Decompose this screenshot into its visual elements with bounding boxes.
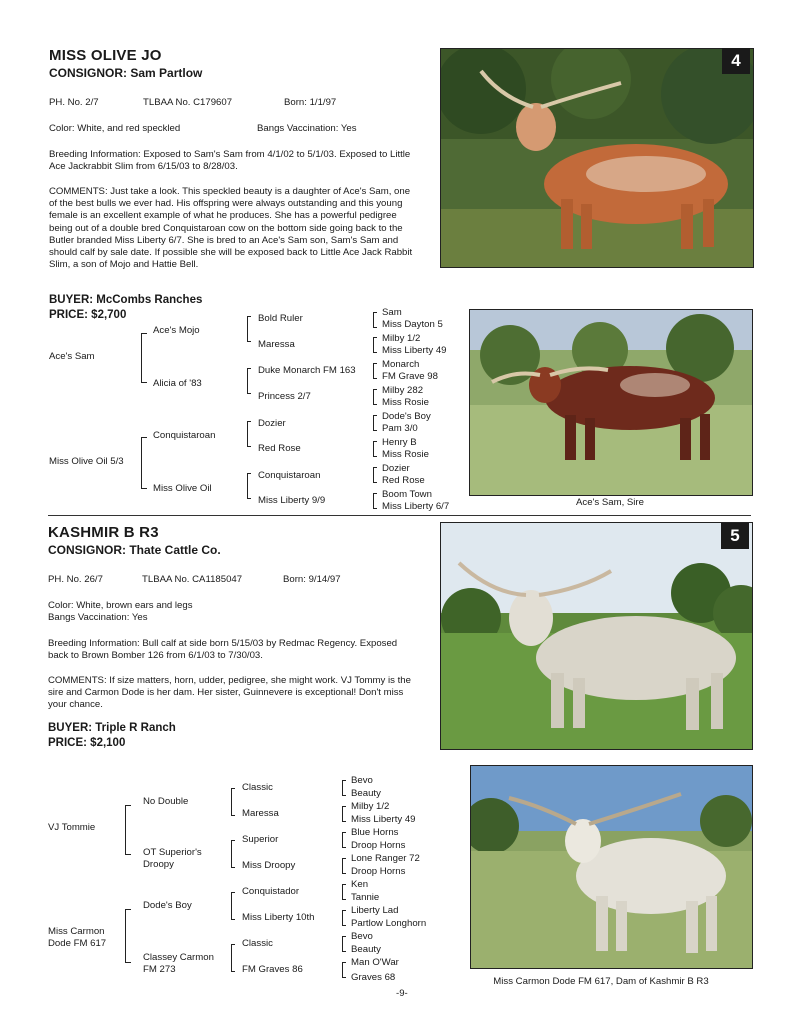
pedigree-bracket <box>141 437 147 489</box>
lot5-comments: COMMENTS: If size matters, horn, udder, pedigree, she might work. VJ Tommy is the sire and Carmon Dode is her dam. Her sister, Guinnevere is exceptional! Don't miss your chance. <box>48 675 411 711</box>
page-number: -9- <box>396 988 408 999</box>
lot5-breeding: Breeding Information: Bull calf at side born 5/15/03 by Redmac Regency. Exposed back to Brown Bomber 126 from 6/1/03 to 7/30/03. <box>48 638 398 662</box>
lot4-cow-photo <box>440 48 754 268</box>
pedigree-dam: Miss Carmon Dode FM 617 <box>48 926 107 949</box>
pedigree-g3: FM Graves 86 <box>242 964 303 975</box>
pedigree-g2: No Double <box>143 796 189 807</box>
lot4-breeding: Breeding Information: Exposed to Sam's Sam from 4/1/02 to 5/1/03. Exposed to Little Ace Jackrabbit Slim from 6/15/03 to 8/28/03. <box>49 149 411 173</box>
lot5-price: PRICE: $2,100 <box>48 737 126 749</box>
pedigree-g4: Ken <box>351 879 369 890</box>
pedigree-g3: Classic <box>242 782 273 793</box>
pedigree-dam: Miss Olive Oil 5/3 <box>49 456 124 467</box>
pedigree-g4: Miss Liberty 49 <box>351 814 416 825</box>
pedigree-g4: Graves 68 <box>351 972 396 983</box>
pedigree-bracket <box>342 806 346 822</box>
pedigree-g4: Miss Liberty 49 <box>382 345 447 356</box>
pedigree-bracket <box>373 441 377 457</box>
pedigree-g4: Man O'War <box>351 957 399 968</box>
lot4-buyer: BUYER: McCombs Ranches <box>49 294 203 306</box>
pedigree-g4: FM Grave 98 <box>382 371 438 382</box>
pedigree-g4: Blue Horns <box>351 827 399 838</box>
pedigree-g4: Droop Horns <box>351 866 406 877</box>
pedigree-bracket <box>342 832 346 848</box>
lot4-bangs: Bangs Vaccination: Yes <box>257 123 357 134</box>
pedigree-bracket <box>247 421 251 447</box>
lot4-color: Color: White, and red speckled <box>49 123 181 134</box>
lot5-born: Born: 9/14/97 <box>283 574 341 585</box>
lot5-tlbaa-no: TLBAA No. CA1185047 <box>142 574 243 585</box>
lot5-title: KASHMIR B R3 <box>48 524 159 541</box>
pedigree-bracket <box>231 788 235 816</box>
pedigree-g4: Miss Dayton 5 <box>382 319 443 330</box>
pedigree-bracket <box>247 368 251 394</box>
pedigree-g3: Conquistador <box>242 886 300 897</box>
pedigree-g4: Sam <box>382 307 402 318</box>
pedigree-bracket <box>373 415 377 431</box>
pedigree-g3: Dozier <box>258 418 286 429</box>
lot4-lot-number: 4 <box>722 48 750 74</box>
lot4-sire-caption: Ace's Sam, Sire <box>576 497 644 508</box>
pedigree-g4: Liberty Lad <box>351 905 399 916</box>
pedigree-bracket <box>125 805 131 855</box>
pedigree-g4: Beauty <box>351 788 381 799</box>
pedigree-g4: Bevo <box>351 775 373 786</box>
pedigree-sire: VJ Tommie <box>48 822 96 833</box>
pedigree-g2: OT Superior's Droopy <box>143 847 202 870</box>
pedigree-g4: Beauty <box>351 944 381 955</box>
lot4-price: PRICE: $2,700 <box>49 309 127 321</box>
lot5-buyer: BUYER: Triple R Ranch <box>48 722 176 734</box>
pedigree-g3: Conquistaroan <box>258 470 321 481</box>
pedigree-g2: Alicia of '83 <box>153 378 202 389</box>
pedigree-g4: Miss Liberty 6/7 <box>382 501 450 512</box>
pedigree-g2: Conquistaroan <box>153 430 216 441</box>
pedigree-g3: Maressa <box>242 808 279 819</box>
lot5-dam-caption: Miss Carmon Dode FM 617, Dam of Kashmir B R3 <box>493 976 709 987</box>
pedigree-g4: Milby 1/2 <box>382 333 421 344</box>
pedigree-g4: Lone Ranger 72 <box>351 853 420 864</box>
pedigree-bracket <box>373 363 377 379</box>
lot4-tlbaa-no: TLBAA No. C179607 <box>143 97 233 108</box>
pedigree-bracket <box>231 892 235 920</box>
lot4-ph-no: PH. No. 2/7 <box>49 97 99 108</box>
pedigree-g2: Dode's Boy <box>143 900 192 911</box>
pedigree-g4: Dode's Boy <box>382 411 431 422</box>
pedigree-g3: Superior <box>242 834 279 845</box>
pedigree-g4: Dozier <box>382 463 410 474</box>
pedigree-bracket <box>342 910 346 926</box>
lot5-lot-number: 5 <box>721 523 749 549</box>
pedigree-g4: Tannie <box>351 892 380 903</box>
pedigree-bracket <box>342 884 346 900</box>
pedigree-g3: Miss Liberty 9/9 <box>258 495 326 506</box>
pedigree-bracket <box>342 962 346 978</box>
pedigree-g4: Partlow Longhorn <box>351 918 427 929</box>
pedigree-bracket <box>342 780 346 796</box>
section-divider <box>48 515 751 516</box>
lot5-dam-photo <box>470 765 753 969</box>
pedigree-bracket <box>342 936 346 952</box>
pedigree-bracket <box>125 909 131 963</box>
lot5-color: Color: White, brown ears and legs <box>48 600 193 611</box>
pedigree-g4: Bevo <box>351 931 373 942</box>
pedigree-bracket <box>342 858 346 874</box>
pedigree-g2: Classey Carmon FM 273 <box>143 952 214 975</box>
lot5-cow-photo <box>440 522 753 750</box>
pedigree-g3: Duke Monarch FM 163 <box>258 365 356 376</box>
lot4-consignor: CONSIGNOR: Sam Partlow <box>49 66 203 80</box>
lot5-consignor: CONSIGNOR: Thate Cattle Co. <box>48 543 221 557</box>
pedigree-bracket <box>141 333 147 383</box>
pedigree-g2: Ace's Mojo <box>153 325 200 336</box>
pedigree-g3: Maressa <box>258 339 295 350</box>
pedigree-bracket <box>231 840 235 868</box>
pedigree-sire: Ace's Sam <box>49 351 95 362</box>
lot4-comments: COMMENTS: Just take a look. This speckled beauty is a daughter of Ace's Sam, one of the best bulls we ever had. His offspring were always outstanding and this young female is an excellent example of what he produces. She has a powerful pedigree being out of a double bred Conquistaroan cow on the bottom side going back to the Butler branded Miss Liberty 6/7. She is bred to an Ace's Sam son, Sam's Sam and should calf by sale date. If possible she will be exposed back to Little Ace Jack Rabbit Slim, a son of Mojo and Hattie Bell. <box>49 186 413 271</box>
pedigree-bracket <box>373 312 377 328</box>
pedigree-bracket <box>231 944 235 972</box>
pedigree-bracket <box>373 337 377 353</box>
lot4-sire-photo <box>469 309 753 496</box>
pedigree-bracket <box>373 467 377 483</box>
pedigree-g3: Miss Droopy <box>242 860 296 871</box>
pedigree-bracket <box>247 316 251 342</box>
pedigree-g4: Milby 1/2 <box>351 801 390 812</box>
pedigree-bracket <box>373 493 377 509</box>
pedigree-g4: Milby 282 <box>382 385 424 396</box>
pedigree-g4: Red Rose <box>382 475 425 486</box>
pedigree-bracket <box>247 473 251 499</box>
pedigree-g3: Bold Ruler <box>258 313 303 324</box>
pedigree-g4: Pam 3/0 <box>382 423 418 434</box>
pedigree-g3: Princess 2/7 <box>258 391 311 402</box>
pedigree-g3: Miss Liberty 10th <box>242 912 315 923</box>
pedigree-g4: Boom Town <box>382 489 432 500</box>
pedigree-g4: Miss Rosie <box>382 449 429 460</box>
lot4-born: Born: 1/1/97 <box>284 97 337 108</box>
pedigree-bracket <box>373 389 377 405</box>
pedigree-g4: Droop Horns <box>351 840 406 851</box>
pedigree-g4: Monarch <box>382 359 420 370</box>
lot5-ph-no: PH. No. 26/7 <box>48 574 103 585</box>
pedigree-g2: Miss Olive Oil <box>153 483 212 494</box>
pedigree-g4: Miss Rosie <box>382 397 429 408</box>
lot4-title: MISS OLIVE JO <box>49 47 162 64</box>
pedigree-g3: Red Rose <box>258 443 301 454</box>
lot5-bangs: Bangs Vaccination: Yes <box>48 612 148 623</box>
pedigree-g3: Classic <box>242 938 273 949</box>
pedigree-g4: Henry B <box>382 437 417 448</box>
